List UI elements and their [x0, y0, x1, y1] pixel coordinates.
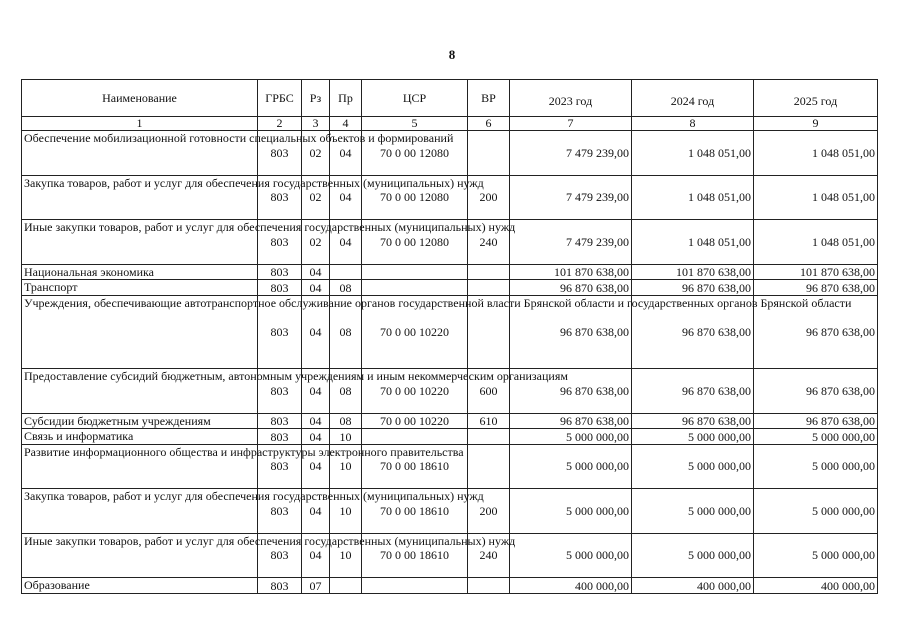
cell-vr [468, 429, 510, 445]
cell-2025: 5 000 000,00 [754, 444, 878, 489]
cell-rz: 04 [302, 264, 330, 280]
cell-name: Иные закупки товаров, работ и услуг для обеспечения государственных (муниципальных) нужд [22, 533, 258, 578]
cell-csr [362, 578, 468, 594]
cell-2023: 96 870 638,00 [510, 280, 632, 296]
cell-csr: 70 0 00 12080 [362, 220, 468, 265]
index-row [22, 117, 878, 131]
cell-2025: 96 870 638,00 [754, 280, 878, 296]
cell-2024: 1 048 051,00 [632, 175, 754, 220]
cell-2025: 96 870 638,00 [754, 369, 878, 414]
header-name: Наименование [22, 80, 258, 117]
cell-pr: 10 [330, 533, 362, 578]
cell-2023: 7 479 239,00 [510, 131, 632, 176]
cell-grbs: 803 [258, 295, 302, 369]
cell-vr: 200 [468, 489, 510, 534]
cell-grbs: 803 [258, 369, 302, 414]
index-cell: 4 [330, 117, 362, 131]
cell-2025: 96 870 638,00 [754, 295, 878, 369]
table-row [22, 175, 878, 220]
cell-grbs: 803 [258, 429, 302, 445]
cell-name: Образование [22, 578, 258, 594]
cell-pr: 08 [330, 295, 362, 369]
cell-2024: 5 000 000,00 [632, 429, 754, 445]
cell-2024: 101 870 638,00 [632, 264, 754, 280]
cell-2024: 96 870 638,00 [632, 295, 754, 369]
cell-csr [362, 280, 468, 296]
cell-csr: 70 0 00 18610 [362, 444, 468, 489]
cell-csr: 70 0 00 12080 [362, 131, 468, 176]
cell-name: Предоставление субсидий бюджетным, автономным учреждениям и иным некоммерческим организациям [22, 369, 258, 414]
cell-name: Связь и информатика [22, 429, 258, 445]
cell-rz: 04 [302, 295, 330, 369]
cell-grbs: 803 [258, 578, 302, 594]
cell-rz: 04 [302, 533, 330, 578]
table-row [22, 369, 878, 414]
cell-2024: 5 000 000,00 [632, 444, 754, 489]
cell-vr: 600 [468, 369, 510, 414]
cell-name: Национальная экономика [22, 264, 258, 280]
cell-2025: 96 870 638,00 [754, 413, 878, 429]
cell-rz: 04 [302, 489, 330, 534]
cell-vr: 240 [468, 533, 510, 578]
cell-2025: 101 870 638,00 [754, 264, 878, 280]
cell-vr [468, 131, 510, 176]
cell-vr [468, 444, 510, 489]
table-row [22, 280, 878, 296]
cell-pr: 08 [330, 280, 362, 296]
cell-name: Закупка товаров, работ и услуг для обеспечения государственных (муниципальных) нужд [22, 175, 258, 220]
cell-2023: 400 000,00 [510, 578, 632, 594]
cell-pr: 04 [330, 175, 362, 220]
cell-2024: 5 000 000,00 [632, 489, 754, 534]
cell-pr: 08 [330, 369, 362, 414]
cell-grbs: 803 [258, 264, 302, 280]
cell-csr: 70 0 00 18610 [362, 489, 468, 534]
header-rz: Рз [302, 80, 330, 117]
cell-2024: 96 870 638,00 [632, 280, 754, 296]
cell-grbs: 803 [258, 489, 302, 534]
cell-grbs: 803 [258, 131, 302, 176]
cell-2024: 5 000 000,00 [632, 533, 754, 578]
cell-csr: 70 0 00 10220 [362, 369, 468, 414]
cell-pr [330, 264, 362, 280]
cell-rz: 04 [302, 280, 330, 296]
table-row [22, 131, 878, 176]
cell-vr: 610 [468, 413, 510, 429]
cell-rz: 02 [302, 220, 330, 265]
index-cell: 6 [468, 117, 510, 131]
cell-pr: 04 [330, 220, 362, 265]
cell-name: Закупка товаров, работ и услуг для обеспечения государственных (муниципальных) нужд [22, 489, 258, 534]
cell-2025: 1 048 051,00 [754, 175, 878, 220]
cell-2023: 5 000 000,00 [510, 429, 632, 445]
table-row [22, 220, 878, 265]
table-row [22, 578, 878, 594]
cell-grbs: 803 [258, 280, 302, 296]
header-grbs: ГРБС [258, 80, 302, 117]
header-2024: 2024 год [632, 80, 754, 117]
cell-rz: 02 [302, 175, 330, 220]
cell-2025: 5 000 000,00 [754, 429, 878, 445]
cell-pr: 10 [330, 444, 362, 489]
cell-rz: 02 [302, 131, 330, 176]
index-cell: 2 [258, 117, 302, 131]
cell-rz: 04 [302, 369, 330, 414]
cell-2024: 96 870 638,00 [632, 413, 754, 429]
cell-vr: 240 [468, 220, 510, 265]
cell-2025: 5 000 000,00 [754, 533, 878, 578]
cell-2023: 7 479 239,00 [510, 220, 632, 265]
cell-grbs: 803 [258, 220, 302, 265]
cell-2023: 96 870 638,00 [510, 413, 632, 429]
cell-rz: 04 [302, 413, 330, 429]
cell-2025: 400 000,00 [754, 578, 878, 594]
cell-2023: 96 870 638,00 [510, 295, 632, 369]
cell-2023: 5 000 000,00 [510, 489, 632, 534]
header-2023: 2023 год [510, 80, 632, 117]
table-row [22, 264, 878, 280]
cell-pr [330, 578, 362, 594]
cell-2024: 400 000,00 [632, 578, 754, 594]
cell-2025: 5 000 000,00 [754, 489, 878, 534]
cell-csr [362, 264, 468, 280]
cell-pr: 10 [330, 429, 362, 445]
cell-grbs: 803 [258, 533, 302, 578]
cell-csr: 70 0 00 18610 [362, 533, 468, 578]
cell-vr [468, 578, 510, 594]
cell-rz: 04 [302, 444, 330, 489]
index-cell: 7 [510, 117, 632, 131]
page-number: 8 [448, 47, 456, 62]
cell-csr: 70 0 00 10220 [362, 295, 468, 369]
table-row [22, 489, 878, 534]
cell-vr: 200 [468, 175, 510, 220]
budget-table [21, 79, 878, 594]
table-row [22, 533, 878, 578]
cell-name: Транспорт [22, 280, 258, 296]
cell-grbs: 803 [258, 444, 302, 489]
cell-csr: 70 0 00 12080 [362, 175, 468, 220]
cell-rz: 04 [302, 429, 330, 445]
header-2025: 2025 год [754, 80, 878, 117]
cell-name: Учреждения, обеспечивающие автотранспортное обслуживание органов государственной власти Брянской области и государственных органов Брянской области [22, 295, 258, 369]
cell-2023: 5 000 000,00 [510, 533, 632, 578]
cell-2024: 1 048 051,00 [632, 220, 754, 265]
cell-2023: 101 870 638,00 [510, 264, 632, 280]
cell-pr: 10 [330, 489, 362, 534]
table-row [22, 429, 878, 445]
header-vr: ВР [468, 80, 510, 117]
cell-csr [362, 429, 468, 445]
cell-vr [468, 280, 510, 296]
cell-2024: 96 870 638,00 [632, 369, 754, 414]
cell-csr: 70 0 00 10220 [362, 413, 468, 429]
cell-name: Субсидии бюджетным учреждениям [22, 413, 258, 429]
index-cell: 8 [632, 117, 754, 131]
cell-2023: 5 000 000,00 [510, 444, 632, 489]
table-row [22, 295, 878, 369]
cell-2025: 1 048 051,00 [754, 220, 878, 265]
cell-grbs: 803 [258, 175, 302, 220]
table-row [22, 444, 878, 489]
cell-name: Развитие информационного общества и инфраструктуры электронного правительства [22, 444, 258, 489]
index-cell: 9 [754, 117, 878, 131]
index-cell: 1 [22, 117, 258, 131]
index-cell: 3 [302, 117, 330, 131]
cell-rz: 07 [302, 578, 330, 594]
cell-2023: 96 870 638,00 [510, 369, 632, 414]
header-row [22, 80, 878, 117]
table-body [22, 131, 878, 594]
cell-2025: 1 048 051,00 [754, 131, 878, 176]
cell-name: Иные закупки товаров, работ и услуг для обеспечения государственных (муниципальных) нужд [22, 220, 258, 265]
cell-grbs: 803 [258, 413, 302, 429]
cell-vr [468, 264, 510, 280]
cell-2023: 7 479 239,00 [510, 175, 632, 220]
index-cell: 5 [362, 117, 468, 131]
header-pr: Пр [330, 80, 362, 117]
header-csr: ЦСР [362, 80, 468, 117]
cell-pr: 08 [330, 413, 362, 429]
cell-2024: 1 048 051,00 [632, 131, 754, 176]
cell-pr: 04 [330, 131, 362, 176]
cell-name: Обеспечение мобилизационной готовности специальных объектов и формирований [22, 131, 258, 176]
table-row [22, 413, 878, 429]
